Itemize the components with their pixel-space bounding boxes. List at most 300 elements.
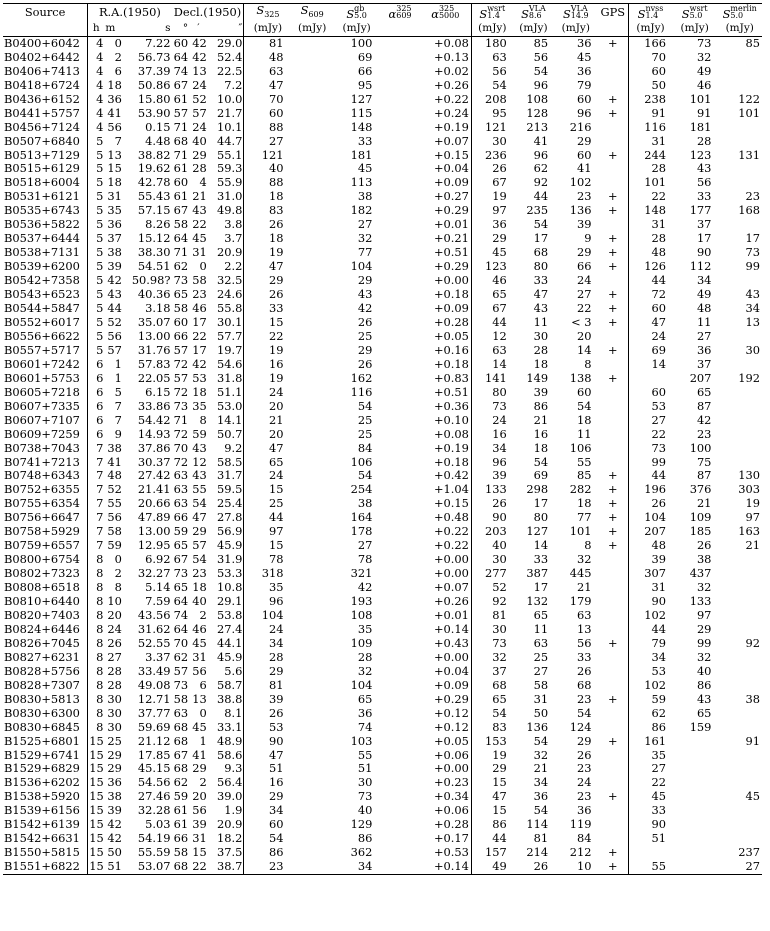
cell-a5000: +0.16	[420, 344, 472, 358]
cell-s50merlin: 122	[738, 92, 760, 106]
cell-a5000: +0.26	[420, 79, 472, 93]
cell-a609	[380, 414, 419, 428]
cell-dec-deg: 65	[173, 581, 189, 595]
cell-s609	[291, 804, 332, 818]
cell-s50gb: 66	[357, 64, 373, 78]
cell-s14wsrt: 86	[492, 818, 507, 832]
table-body	[3, 36, 762, 874]
cell-gps: +	[598, 525, 629, 539]
cell-dec-deg: 64	[173, 595, 189, 609]
col-s149vla-unit: (mJy)	[554, 22, 597, 36]
col-source-units	[3, 22, 88, 36]
cell-dec-deg: 63	[173, 483, 189, 497]
cell-gps: +	[598, 288, 629, 302]
cell-s50gb: 95	[357, 78, 373, 92]
cell-s609	[291, 832, 332, 846]
cell-a5000: +0.12	[420, 721, 472, 735]
cell-source: B0544+5847	[3, 302, 88, 316]
col-s50merlin-unit: (mJy)	[717, 22, 762, 36]
col-ra-h-unit: h	[88, 22, 105, 36]
cell-s50gb: 29	[357, 274, 373, 288]
cell-source: B0755+6354	[3, 497, 88, 511]
cell-s325: 48	[268, 50, 284, 64]
cell-s50wsrt: 43	[696, 162, 712, 176]
cell-gps	[598, 456, 629, 470]
cell-dec-sec: 52.4	[208, 51, 244, 65]
cell-s50merlin	[717, 176, 762, 190]
cell-a5000: +0.51	[420, 246, 472, 260]
cell-s50merlin: 23	[745, 190, 760, 204]
cell-s325: 97	[268, 525, 284, 539]
col-s609-unit: (mJy)	[291, 22, 332, 36]
cell-s50merlin	[717, 121, 762, 135]
col-s14wsrt-unit: (mJy)	[471, 22, 512, 36]
cell-ra-s: 59.69	[137, 720, 171, 734]
table-row	[3, 162, 762, 176]
cell-gps: +	[598, 469, 629, 483]
cell-ra-m: 55	[107, 497, 122, 511]
cell-s325: 33	[268, 302, 284, 316]
cell-s609	[291, 567, 332, 581]
table-row	[3, 721, 762, 735]
cell-ra-s: 8.26	[145, 218, 171, 232]
cell-s14wsrt: 236	[484, 148, 507, 162]
table-row	[3, 302, 762, 316]
cell-s14nvss: 60	[651, 64, 666, 78]
cell-s14nvss: 161	[644, 734, 666, 748]
cell-dec-deg: 72	[173, 427, 189, 441]
cell-s50wsrt: 65	[696, 706, 712, 720]
cell-s14nvss	[629, 846, 672, 860]
cell-gps: +	[598, 483, 629, 497]
cell-gps: +	[598, 539, 629, 553]
cell-dec-deg: 68	[173, 134, 189, 148]
cell-ra-s: 47.89	[137, 511, 171, 525]
cell-s325: 70	[268, 92, 284, 106]
cell-s50gb: 25	[357, 427, 373, 441]
cell-ra-h: 8	[96, 692, 104, 706]
cell-ra-s: 5.14	[145, 581, 171, 595]
cell-s14wsrt: 16	[492, 427, 507, 441]
cell-dec-sec: 58.7	[208, 679, 244, 693]
cell-s86vla: 85	[533, 36, 549, 50]
cell-dec-min: 17	[192, 315, 207, 329]
cell-ra-m: 51	[104, 860, 123, 874]
cell-s50merlin: 192	[738, 371, 760, 385]
cell-source: B1525+6801	[3, 735, 88, 749]
cell-a5000: +0.05	[420, 330, 472, 344]
cell-s14wsrt: 19	[492, 190, 507, 204]
cell-s50merlin	[717, 358, 762, 372]
source-table	[3, 3, 762, 875]
table-row	[3, 581, 762, 595]
cell-s14wsrt: 26	[492, 162, 507, 176]
cell-s609	[291, 330, 332, 344]
cell-s14nvss: 22	[651, 427, 666, 441]
cell-s14wsrt: 52	[492, 581, 507, 595]
cell-dec-deg: 62	[173, 650, 189, 664]
cell-a609	[380, 93, 419, 107]
cell-s149vla: 63	[577, 608, 592, 622]
table-row	[3, 36, 762, 50]
cell-dec-deg: 68	[173, 720, 189, 734]
cell-a609	[380, 693, 419, 707]
cell-s50merlin	[717, 804, 762, 818]
cell-ra-h: 5	[96, 162, 104, 176]
cell-s609	[291, 288, 332, 302]
cell-dec-min: 0	[199, 260, 207, 274]
cell-source: B0536+5822	[3, 218, 88, 232]
cell-s14nvss: 31	[651, 218, 666, 232]
cell-ra-s: 20.66	[137, 497, 171, 511]
cell-s149vla: 8	[584, 357, 592, 371]
cell-s14wsrt: 15	[492, 804, 507, 818]
cell-s14wsrt: 63	[492, 343, 507, 357]
cell-dec-min: 18	[192, 581, 207, 595]
col-dec-sec-unit: ″	[208, 22, 244, 36]
cell-s149vla: 282	[569, 483, 592, 497]
cell-s50merlin: 34	[745, 302, 760, 316]
cell-s325: 24	[268, 385, 284, 399]
cell-s14nvss: 26	[651, 497, 666, 511]
cell-source: B1542+6631	[3, 832, 88, 846]
cell-dec-min: 24	[192, 78, 207, 92]
cell-s50gb: 362	[350, 846, 373, 860]
cell-dec-sec: 51.1	[208, 386, 244, 400]
cell-s86vla: 387	[526, 567, 549, 581]
table-row	[3, 790, 762, 804]
cell-ra-m: 48	[107, 469, 122, 483]
cell-a5000: +0.18	[420, 358, 472, 372]
cell-dec-sec: 56.4	[208, 776, 244, 790]
cell-s149vla: 60	[577, 385, 592, 399]
cell-s325: 86	[268, 846, 284, 860]
table-row	[3, 107, 762, 121]
cell-a609	[380, 679, 419, 693]
cell-ra-m: 28	[107, 678, 122, 692]
cell-s325: 29	[268, 664, 284, 678]
cell-s86vla: 54	[533, 455, 549, 469]
cell-s50merlin: 130	[738, 469, 760, 483]
cell-s14nvss: 45	[651, 790, 666, 804]
cell-source: B1529+6829	[3, 762, 88, 776]
cell-s86vla: 16	[533, 427, 549, 441]
cell-s14nvss: 148	[644, 204, 666, 218]
cell-s50wsrt: 109	[689, 511, 712, 525]
cell-a609	[380, 36, 419, 50]
cell-ra-h: 5	[96, 148, 104, 162]
cell-ra-s: 32.28	[137, 804, 171, 818]
cell-s14nvss: 99	[651, 455, 666, 469]
cell-s50merlin	[717, 51, 762, 65]
cell-dec-deg: 67	[173, 204, 189, 218]
cell-ra-h: 4	[96, 36, 104, 50]
cell-ra-h: 8	[96, 608, 104, 622]
cell-dec-deg: 66	[173, 511, 189, 525]
cell-s609	[291, 358, 332, 372]
cell-s50wsrt: 21	[696, 497, 712, 511]
cell-a5000: +0.23	[420, 776, 472, 790]
cell-dec-deg: 57	[173, 664, 189, 678]
cell-s86vla: 14	[533, 539, 549, 553]
cell-ra-s: 54.19	[137, 832, 171, 846]
cell-s86vla: 54	[533, 218, 549, 232]
cell-s609	[291, 190, 332, 204]
cell-source: B1538+5920	[3, 790, 88, 804]
cell-ra-m: 15	[107, 162, 122, 176]
cell-s325: 24	[268, 622, 284, 636]
cell-s50wsrt: 49	[696, 288, 712, 302]
cell-s609	[291, 735, 332, 749]
cell-s50wsrt: 32	[696, 581, 712, 595]
cell-s149vla: 27	[577, 288, 592, 302]
cell-s50gb: 32	[357, 664, 373, 678]
cell-a5000: +0.14	[420, 623, 472, 637]
cell-a5000: +0.09	[420, 176, 472, 190]
cell-ra-m: 38	[107, 246, 122, 260]
cell-a609	[380, 762, 419, 776]
cell-a5000: +0.24	[420, 107, 472, 121]
cell-gps	[598, 651, 629, 665]
cell-dec-sec: 3.8	[208, 218, 244, 232]
cell-a609	[380, 469, 419, 483]
cell-s86vla: 34	[533, 776, 549, 790]
cell-ra-h: 8	[96, 706, 104, 720]
cell-s149vla: 102	[569, 176, 592, 190]
cell-ra-m: 30	[107, 692, 122, 706]
cell-a609	[380, 567, 419, 581]
cell-s149vla: 85	[577, 469, 592, 483]
cell-s14wsrt: 15	[492, 776, 507, 790]
cell-s50gb: 27	[357, 218, 373, 232]
cell-a5000: +0.48	[420, 511, 472, 525]
cell-s14nvss: 51	[651, 832, 666, 846]
table-row	[3, 218, 762, 232]
cell-dec-min: 22	[189, 860, 208, 874]
cell-ra-s: 17.85	[137, 748, 171, 762]
cell-s50merlin: 97	[745, 511, 760, 525]
cell-a5000: +0.26	[420, 595, 472, 609]
cell-a5000: +0.00	[420, 553, 472, 567]
cell-dec-deg: 62	[173, 776, 189, 790]
cell-ra-h: 4	[96, 120, 104, 134]
cell-s86vla: 63	[533, 636, 549, 650]
cell-s86vla: 32	[533, 748, 549, 762]
cell-ra-s: 38.30	[137, 246, 171, 260]
cell-dec-sec: 44.1	[208, 637, 244, 651]
cell-ra-s: 31.76	[137, 343, 171, 357]
cell-s14nvss: 14	[651, 357, 666, 371]
cell-s50gb: 100	[350, 36, 373, 50]
cell-dec-deg: 70	[173, 441, 189, 455]
cell-a609	[380, 400, 419, 414]
cell-s86vla: 214	[526, 846, 549, 860]
table-row	[3, 386, 762, 400]
cell-s86vla: 17	[533, 232, 549, 246]
cell-ra-m: 42	[107, 818, 122, 832]
cell-gps	[598, 595, 629, 609]
cell-s50merlin: 99	[745, 260, 760, 274]
cell-s14nvss: 62	[651, 706, 666, 720]
cell-s14wsrt: 73	[492, 399, 507, 413]
cell-s14nvss: 33	[651, 804, 666, 818]
cell-dec-sec: 3.7	[208, 232, 244, 246]
cell-a5000: +0.36	[420, 400, 472, 414]
cell-dec-min: 35	[192, 399, 207, 413]
cell-s50gb: 104	[350, 678, 373, 692]
cell-gps	[598, 218, 629, 232]
cell-s50wsrt: 101	[689, 92, 712, 106]
cell-s14nvss: 244	[644, 148, 666, 162]
cell-gps	[598, 609, 629, 623]
cell-s325: 65	[268, 455, 284, 469]
cell-a5000: +0.04	[420, 162, 472, 176]
cell-s50merlin	[717, 330, 762, 344]
cell-s14wsrt: 90	[492, 511, 507, 525]
cell-ra-s: 54.51	[137, 260, 171, 274]
cell-a609	[380, 818, 419, 832]
cell-source: B0810+6440	[3, 595, 88, 609]
cell-s14wsrt: 44	[492, 315, 507, 329]
cell-s50gb: 43	[357, 288, 373, 302]
cell-a5000: +0.15	[420, 149, 472, 163]
cell-gps: +	[598, 316, 629, 330]
cell-ra-h: 15	[89, 804, 104, 818]
cell-s50gb: 69	[357, 50, 373, 64]
cell-s14nvss: 48	[651, 246, 666, 260]
cell-s14nvss: 126	[644, 260, 666, 274]
cell-s325: 19	[268, 343, 284, 357]
cell-ra-h: 8	[96, 595, 104, 609]
cell-s14wsrt: 67	[492, 302, 507, 316]
cell-s609	[291, 749, 332, 763]
cell-gps: +	[598, 735, 629, 749]
cell-s50gb: 181	[350, 148, 373, 162]
cell-a5000: +0.53	[420, 846, 472, 860]
cell-s609	[291, 693, 332, 707]
cell-s325: 29	[268, 274, 284, 288]
cell-dec-min: 58	[192, 274, 207, 288]
table-row	[3, 288, 762, 302]
cell-s325: 20	[268, 399, 284, 413]
cell-ra-h: 15	[89, 846, 104, 860]
cell-ra-m: 0	[114, 36, 122, 50]
cell-dec-sec: 18.2	[208, 832, 244, 846]
cell-ra-h: 7	[96, 469, 104, 483]
cell-s50gb: 193	[350, 595, 373, 609]
cell-ra-m: 56	[107, 511, 122, 525]
cell-dec-min: 31	[192, 650, 207, 664]
cell-s609	[291, 232, 332, 246]
cell-a5000: +0.42	[420, 469, 472, 483]
cell-dec-min: 56	[192, 804, 207, 818]
cell-s14wsrt: 19	[492, 748, 507, 762]
cell-s14nvss: 59	[651, 692, 666, 706]
cell-dec-min: 40	[192, 595, 207, 609]
cell-ra-s: 3.18	[145, 302, 171, 316]
cell-dec-min: 24	[192, 120, 207, 134]
cell-gps: +	[598, 860, 629, 874]
col-s86vla-unit: (mJy)	[513, 22, 554, 36]
cell-dec-sec: 30.1	[208, 316, 244, 330]
cell-a609	[380, 372, 419, 386]
cell-ra-s: 33.49	[137, 664, 171, 678]
cell-s609	[291, 553, 332, 567]
cell-gps	[598, 400, 629, 414]
cell-dec-min: 17	[192, 343, 207, 357]
cell-s149vla: 60	[577, 92, 592, 106]
cell-s50wsrt	[672, 846, 717, 860]
cell-s149vla: 24	[577, 274, 592, 288]
cell-s609	[291, 456, 332, 470]
cell-s14nvss: 44	[651, 622, 666, 636]
cell-ra-m: 28	[107, 664, 122, 678]
cell-a609	[380, 651, 419, 665]
table-row	[3, 511, 762, 525]
cell-s86vla: 11	[533, 315, 549, 329]
cell-s50merlin: 163	[738, 525, 760, 539]
cell-source: B0402+6442	[3, 51, 88, 65]
cell-s50wsrt: 38	[696, 553, 712, 567]
cell-s86vla: 39	[533, 385, 549, 399]
cell-s86vla: 54	[533, 64, 549, 78]
cell-s149vla: 26	[577, 748, 592, 762]
table-row	[3, 204, 762, 218]
cell-dec-min: 45	[192, 636, 207, 650]
col-gps-header: GPS	[598, 4, 629, 22]
cell-s50gb: 164	[350, 511, 373, 525]
cell-dec-sec: 53.3	[208, 567, 244, 581]
cell-s14nvss: 60	[651, 385, 666, 399]
cell-ra-h: 7	[96, 455, 104, 469]
cell-s149vla: 26	[577, 664, 592, 678]
cell-source: B0601+5753	[3, 372, 88, 386]
cell-gps	[598, 358, 629, 372]
cell-ra-m: 56	[107, 120, 122, 134]
cell-s50wsrt: 133	[689, 595, 712, 609]
cell-ra-h: 6	[96, 371, 104, 385]
cell-s50wsrt: 86	[696, 678, 712, 692]
cell-source: B0531+6121	[3, 190, 88, 204]
cell-gps	[598, 176, 629, 190]
cell-s14nvss: 44	[651, 469, 666, 483]
cell-s50wsrt: 28	[696, 134, 712, 148]
cell-s149vla: 84	[577, 832, 592, 846]
cell-s50merlin	[717, 553, 762, 567]
cell-ra-s: 32.27	[137, 567, 171, 581]
cell-s325: 20	[268, 427, 284, 441]
table-row	[3, 246, 762, 260]
cell-dec-min: 6	[199, 678, 207, 692]
cell-s609	[291, 818, 332, 832]
cell-a609	[380, 623, 419, 637]
cell-ra-h: 15	[89, 818, 104, 832]
cell-ra-s: 12.95	[137, 539, 171, 553]
cell-source: B0741+7213	[3, 456, 88, 470]
cell-s149vla: 106	[569, 441, 592, 455]
cell-gps	[598, 386, 629, 400]
cell-s50merlin	[717, 162, 762, 176]
table-row	[3, 65, 762, 79]
cell-s14wsrt: 63	[492, 50, 507, 64]
cell-gps: +	[598, 149, 629, 163]
cell-a5000: +0.22	[420, 539, 472, 553]
cell-s50merlin: 17	[745, 232, 760, 246]
cell-a609	[380, 497, 419, 511]
cell-s325: 34	[268, 804, 284, 818]
col-s325-unit: (mJy)	[244, 22, 292, 36]
cell-s14wsrt: 49	[471, 860, 512, 874]
